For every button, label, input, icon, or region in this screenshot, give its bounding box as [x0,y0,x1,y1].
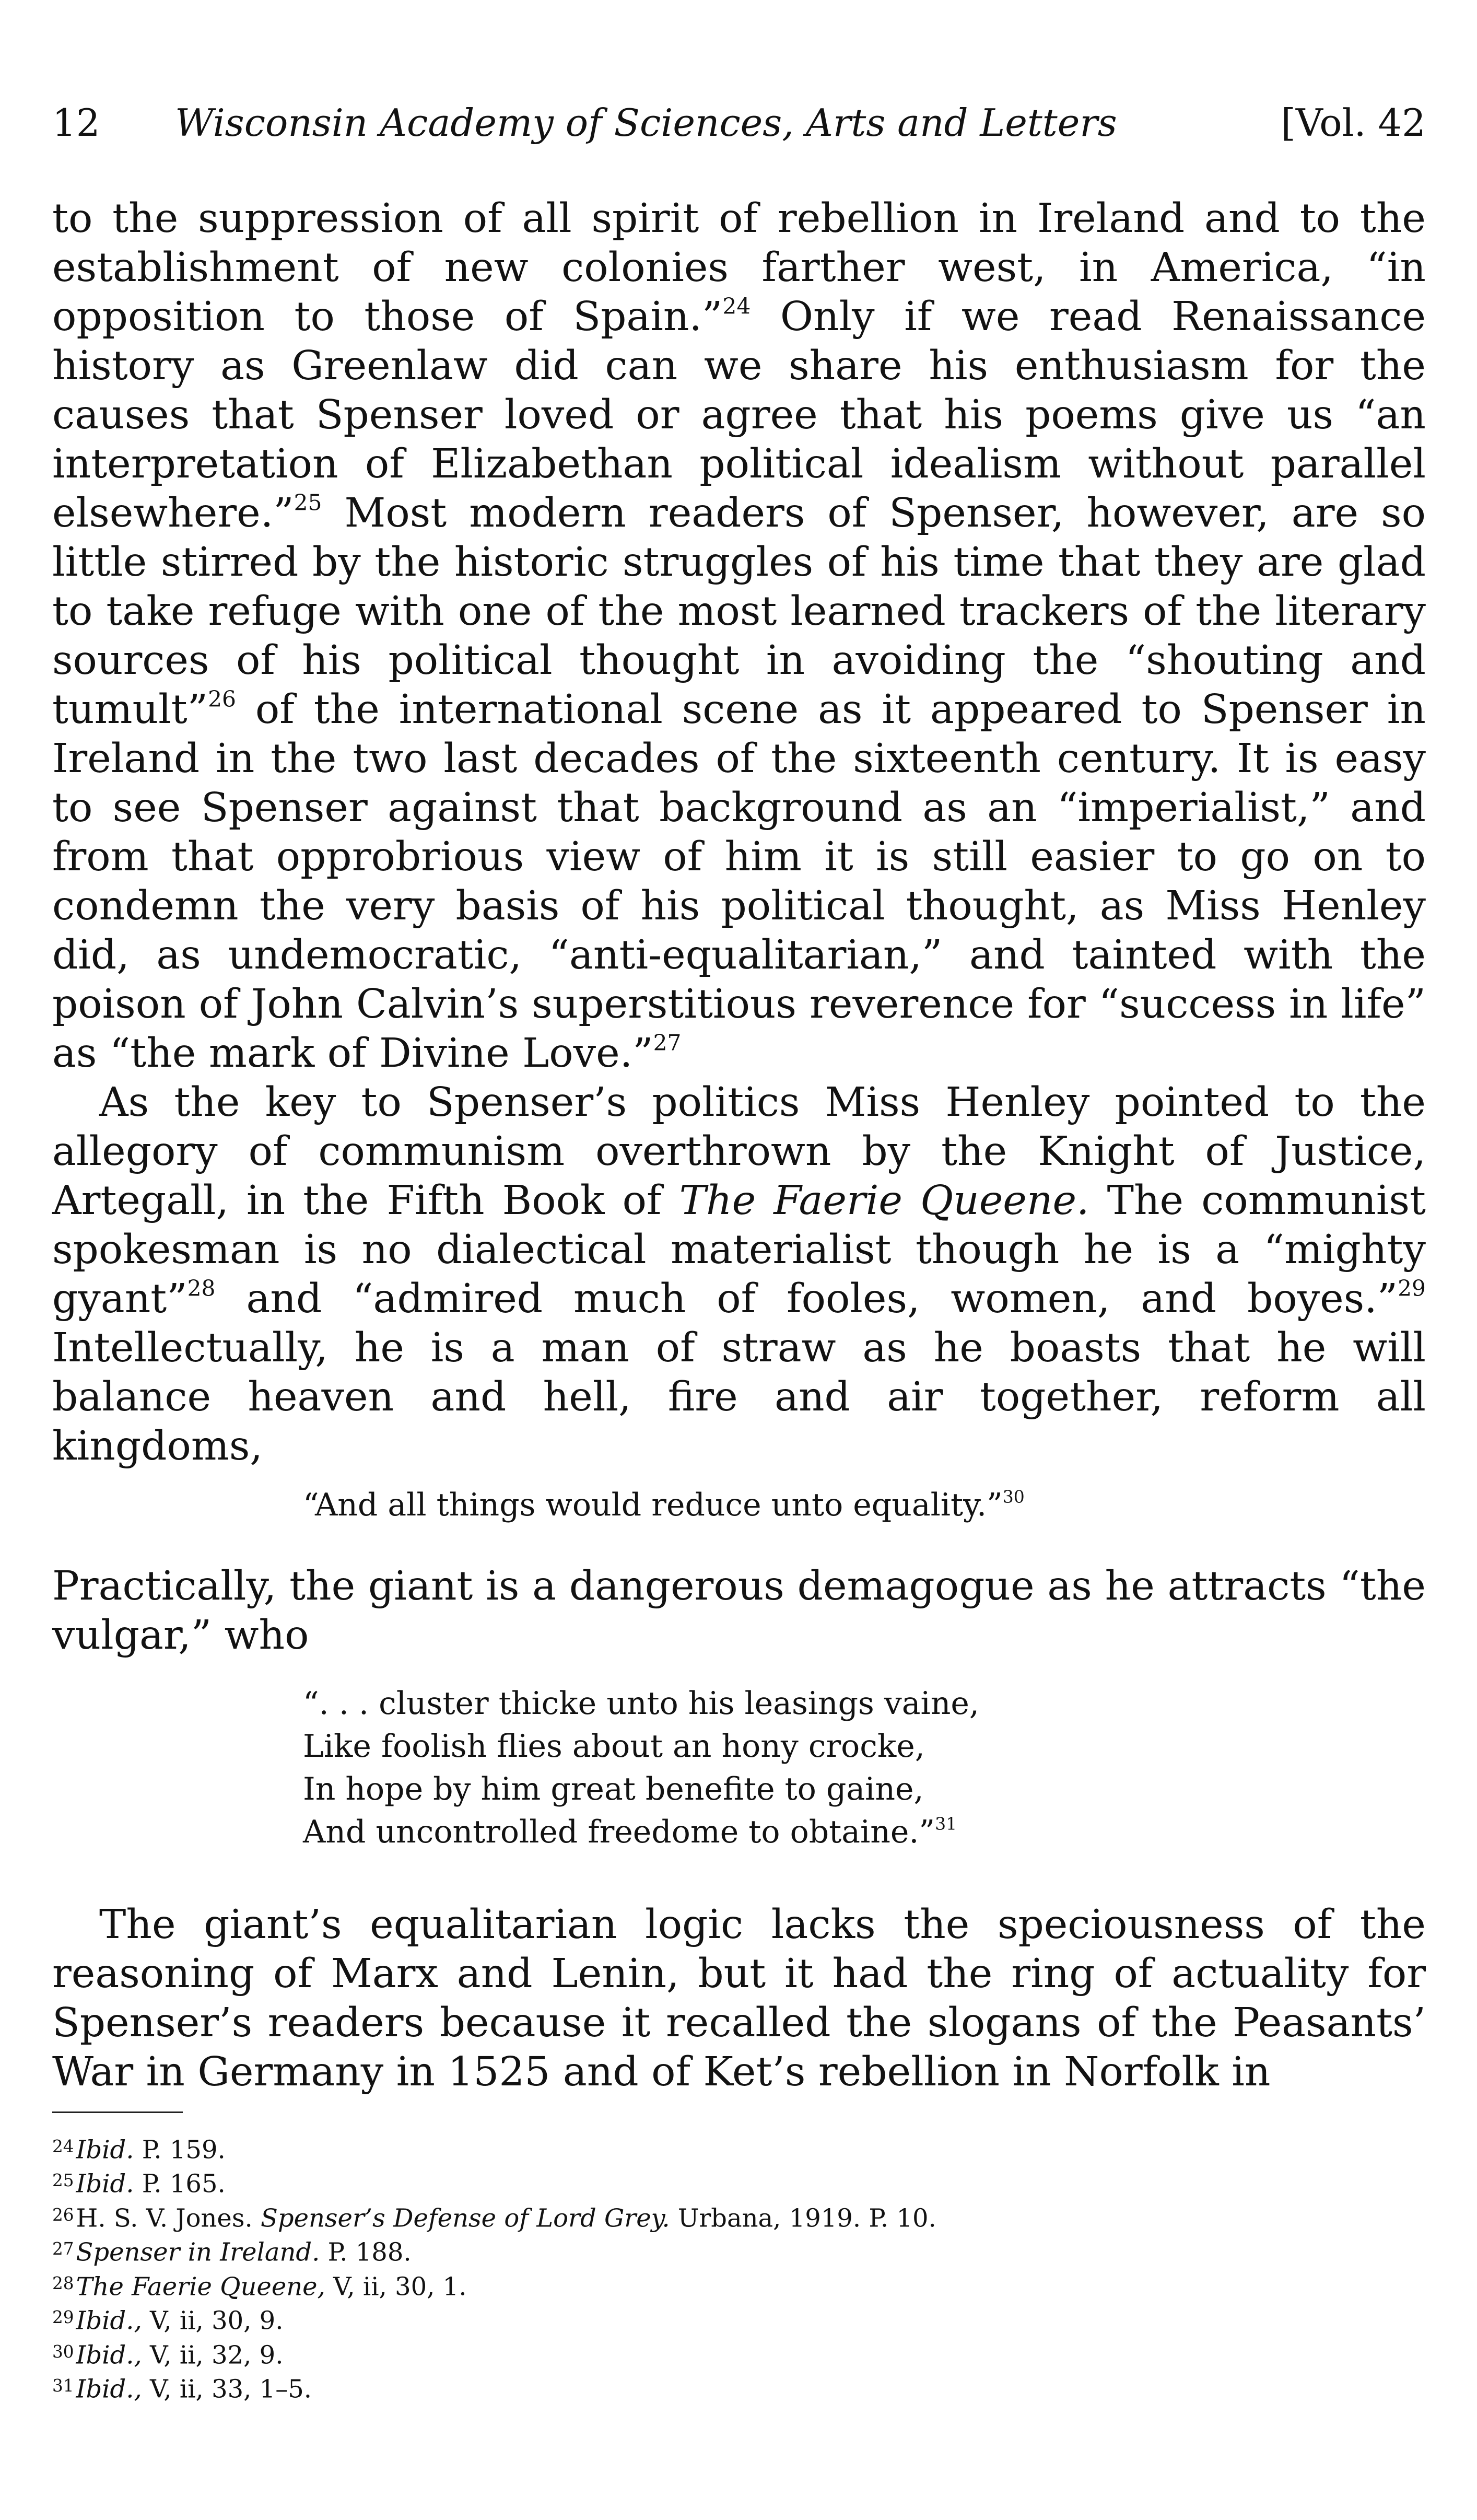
footnote-italic: Spenser’s Defense of Lord Grey. [260,2203,670,2233]
text-run: Only if we read Renaissance history as Greenlaw did can we share his enthusiasm for the causes that Spenser loved or agree that his poems give us “an interpretation of Elizabethan political idealism without parallel elsewhere.” [52,294,1426,536]
verse-line-1: “. . . cluster thicke unto his leasings vaine, [303,1685,979,1722]
footnote-ref-25: 25 [294,489,322,516]
footnote-27 [52,2234,1426,2268]
text-run: Most modern readers of Spenser, however, are so little stirred by the historic struggles of his time that they are glad to take refuge with one of the most learned trackers of the literary sources of his political thought in avoiding the “shouting and tumult” [52,490,1426,733]
footnote-text: H. S. V. Jones. [76,2203,261,2233]
paragraph-3: Practically, the giant is a dangerous demagogue as he attracts “the vulgar,” who [52,1563,1426,1659]
verse-line-4: And uncontrolled freedome to obtaine.” [303,1814,935,1850]
footnote-number: 29 [52,2307,74,2328]
quote-line: “And all things would reduce unto equality.” [303,1487,1003,1523]
footnote-24 [52,2131,1426,2165]
volume-label: [Vol. 42 [1281,101,1426,145]
footnote-ref-28: 28 [187,1275,216,1301]
footnote-italic: Ibid., [76,2374,142,2404]
footnote-number: 28 [52,2273,74,2293]
footnote-31 [52,2371,1426,2405]
footnote-26 [52,2200,1426,2234]
running-header [52,97,1426,149]
footnote-number: 25 [52,2171,74,2191]
footnote-text: V, ii, 32, 9. [142,2340,284,2370]
footnote-italic: Spenser in Ireland. [76,2237,320,2267]
footnote-29 [52,2302,1426,2336]
footnote-italic: Ibid., [76,2306,142,2336]
text-run: to the suppression of all spirit of rebellion in Ireland and to the establishment of new colonies farther west, in America, “in opposition to those of Spain.” [52,195,1426,340]
footnote-italic: Ibid. [76,2169,134,2199]
verse-line-3: In hope by him great benefite to gaine, [303,1771,924,1807]
body-text [52,194,1426,2097]
book-title: The Faerie Queene. [679,1177,1089,1224]
footnote-28 [52,2268,1426,2302]
footnote-divider [52,2111,183,2113]
footnote-ref-27: 27 [653,1030,682,1056]
footnote-text: P. 188. [320,2237,412,2267]
footnote-text: V, ii, 30, 1. [325,2272,467,2302]
footnote-ref-31: 31 [935,1813,957,1834]
footnote-number: 27 [52,2239,74,2259]
footnote-text: V, ii, 30, 9. [142,2306,284,2336]
footnote-30 [52,2337,1426,2371]
text-run: The communist spokesman is no dialectical materialist though he is a “mighty gyant” [52,1177,1426,1322]
page-number: 12 [52,101,100,145]
footnote-text: Urbana, 1919. P. 10. [670,2203,936,2233]
footnote-ref-30: 30 [1002,1486,1025,1507]
footnote-ref-26: 26 [208,686,236,712]
footnote-italic: Ibid., [76,2340,142,2370]
paragraph-4: The giant’s equalitarian logic lacks the speciousness of the reasoning of Marx and Lenin, but it had the ring of actuality for Spenser’s readers because it recalled the slogans of the Peasants’ War in Germany in 1525 and of Ket’s rebellion in Norfolk in [52,1901,1426,2095]
footnote-25 [52,2165,1426,2199]
verse-line-2: Like foolish flies about an hony crocke, [303,1728,925,1765]
footnote-ref-29: 29 [1398,1275,1426,1301]
footnote-number: 31 [52,2375,74,2396]
journal-title: Wisconsin Academy of Sciences, Arts and Letters [175,101,1117,145]
footnote-italic: Ibid. [76,2135,134,2165]
footnote-text: V, ii, 33, 1–5. [142,2374,312,2404]
text-run: Intellectually, he is a man of straw as he boasts that he will balance heaven and hell, fire and air together, reform all kingdoms, [52,1325,1426,1469]
verse-quote [303,1682,1426,1853]
paragraph-1 [52,194,1426,1078]
footnote-number: 24 [52,2137,74,2156]
paragraph-2 [52,1078,1426,1471]
footnote-number: 30 [52,2341,74,2362]
footnote-number: 26 [52,2204,74,2225]
footnote-ref-24: 24 [722,293,751,319]
text-run: of the international scene as it appeared to Spenser in Ireland in the two last decades of the sixteenth century. It is easy to see Spenser against that background as an “imperialist,” and from that opprobrious view of him it is still easier to go on to condemn the very basis of his political thought, as Miss Henley did, as undemocratic, “anti-equalitarian,” and tainted with the poison of John Calvin’s superstitious reverence for “success in life” as “the mark of Divine Love.” [52,686,1426,1077]
block-quote-1 [303,1485,1426,1525]
footnotes [52,2131,1426,2405]
footnote-text: P. 159. [134,2135,226,2165]
text-run: As the key to Spenser’s politics Miss Henley pointed to the allegory of communism overthrown by the Knight of Justice, Artegall, in the Fifth Book of [52,1079,1426,1224]
text-run: and “admired much of fooles, women, and boyes.” [215,1276,1398,1322]
footnote-text: P. 165. [134,2169,226,2199]
footnote-italic: The Faerie Queene, [76,2272,325,2302]
